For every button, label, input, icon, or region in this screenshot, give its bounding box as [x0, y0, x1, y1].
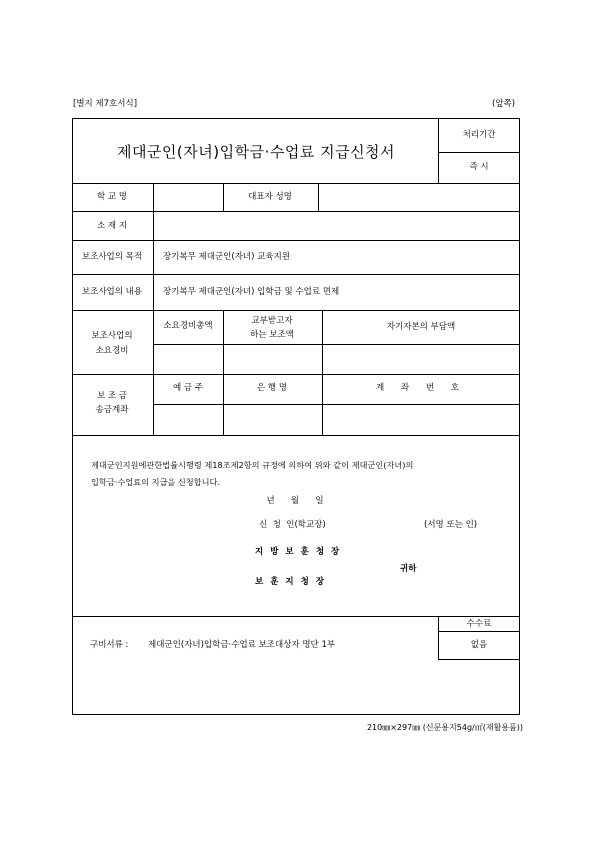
- self-burden-header: 자기자본의 부담액: [386, 322, 456, 332]
- divider: [72, 310, 520, 311]
- attachments-label: 구비서류 :: [90, 640, 129, 650]
- subsidy-header-line2: 하는 보조액: [250, 330, 294, 340]
- form-number-label: [별지 제7호서식]: [73, 99, 138, 109]
- fee-label: 수수료: [466, 619, 492, 629]
- representative-name-label: 대표자 성명: [248, 192, 292, 202]
- divider: [153, 183, 154, 435]
- addressee-regional-office: 지방보훈청장: [255, 547, 347, 557]
- divider: [72, 211, 520, 212]
- statement-line2: 입학금·수업료의 지급을 신청합니다.: [91, 477, 221, 487]
- location-label: 소 재 지: [96, 221, 128, 231]
- divider: [72, 616, 520, 617]
- divider: [438, 659, 520, 660]
- signature-label: (서명 또는 인): [424, 520, 478, 530]
- subsidy-header-line1: 교부받고자: [251, 316, 293, 326]
- form-title: 제대군인(자녀)입학금·수업료 지급신청서: [116, 143, 396, 161]
- addressee-branch-office: 보훈지청장: [255, 577, 332, 587]
- content-value: 장기복무 제대군인(자녀) 입학금 및 수업료 면제: [163, 287, 340, 297]
- fee-value: 없음: [470, 640, 488, 650]
- divider: [72, 435, 520, 436]
- purpose-label: 보조사업의 목적: [81, 252, 143, 262]
- divider: [438, 631, 520, 632]
- expense-label-line1: 보조사업의: [91, 331, 133, 341]
- bank-name-header: 은 행 명: [256, 383, 288, 393]
- honorific: 귀하: [400, 564, 417, 574]
- divider: [72, 183, 520, 184]
- depositor-header: 예 금 주: [172, 383, 204, 393]
- divider: [318, 183, 319, 211]
- account-number-header: 계 좌 번 호: [376, 383, 466, 393]
- divider: [438, 152, 520, 153]
- divider: [438, 616, 439, 659]
- form-frame: [72, 118, 520, 715]
- content-label: 보조사업의 내용: [81, 287, 143, 297]
- expense-label-line2: 소요경비: [95, 346, 129, 356]
- date-line: 년 월 일: [266, 496, 324, 506]
- divider: [322, 310, 323, 435]
- divider: [72, 274, 520, 275]
- school-name-label: 학 교 명: [96, 192, 128, 202]
- divider: [223, 310, 224, 435]
- processing-period-label: 처리기간: [462, 130, 496, 140]
- purpose-value: 장기복무 제대군인(자녀) 교육지원: [163, 252, 290, 262]
- front-side-label: (앞쪽): [492, 99, 516, 109]
- divider: [153, 344, 520, 345]
- divider: [438, 118, 439, 183]
- account-label-line2: 송금계좌: [95, 405, 129, 415]
- processing-period-value: 즉 시: [469, 162, 489, 172]
- applicant-label: 신 청 인(학교장): [259, 520, 326, 530]
- divider: [72, 240, 520, 241]
- divider: [223, 183, 224, 211]
- paper-spec-footer: 210㎜×297㎜ (신문용지54g/㎡(재활용품)): [366, 723, 523, 732]
- statement-line1: 제대군인지원에관한법률시행령 제18조제2항의 규정에 의하여 위와 같이 제대군인(자녀)의: [91, 460, 414, 470]
- divider: [72, 374, 520, 375]
- total-expense-header: 소요경비총액: [163, 321, 213, 331]
- account-label-line1: 보 조 금: [96, 391, 128, 401]
- divider: [153, 404, 520, 405]
- attachments-value: 제대군인(자녀)입학금·수업료 보조대상자 명단 1부: [148, 640, 336, 650]
